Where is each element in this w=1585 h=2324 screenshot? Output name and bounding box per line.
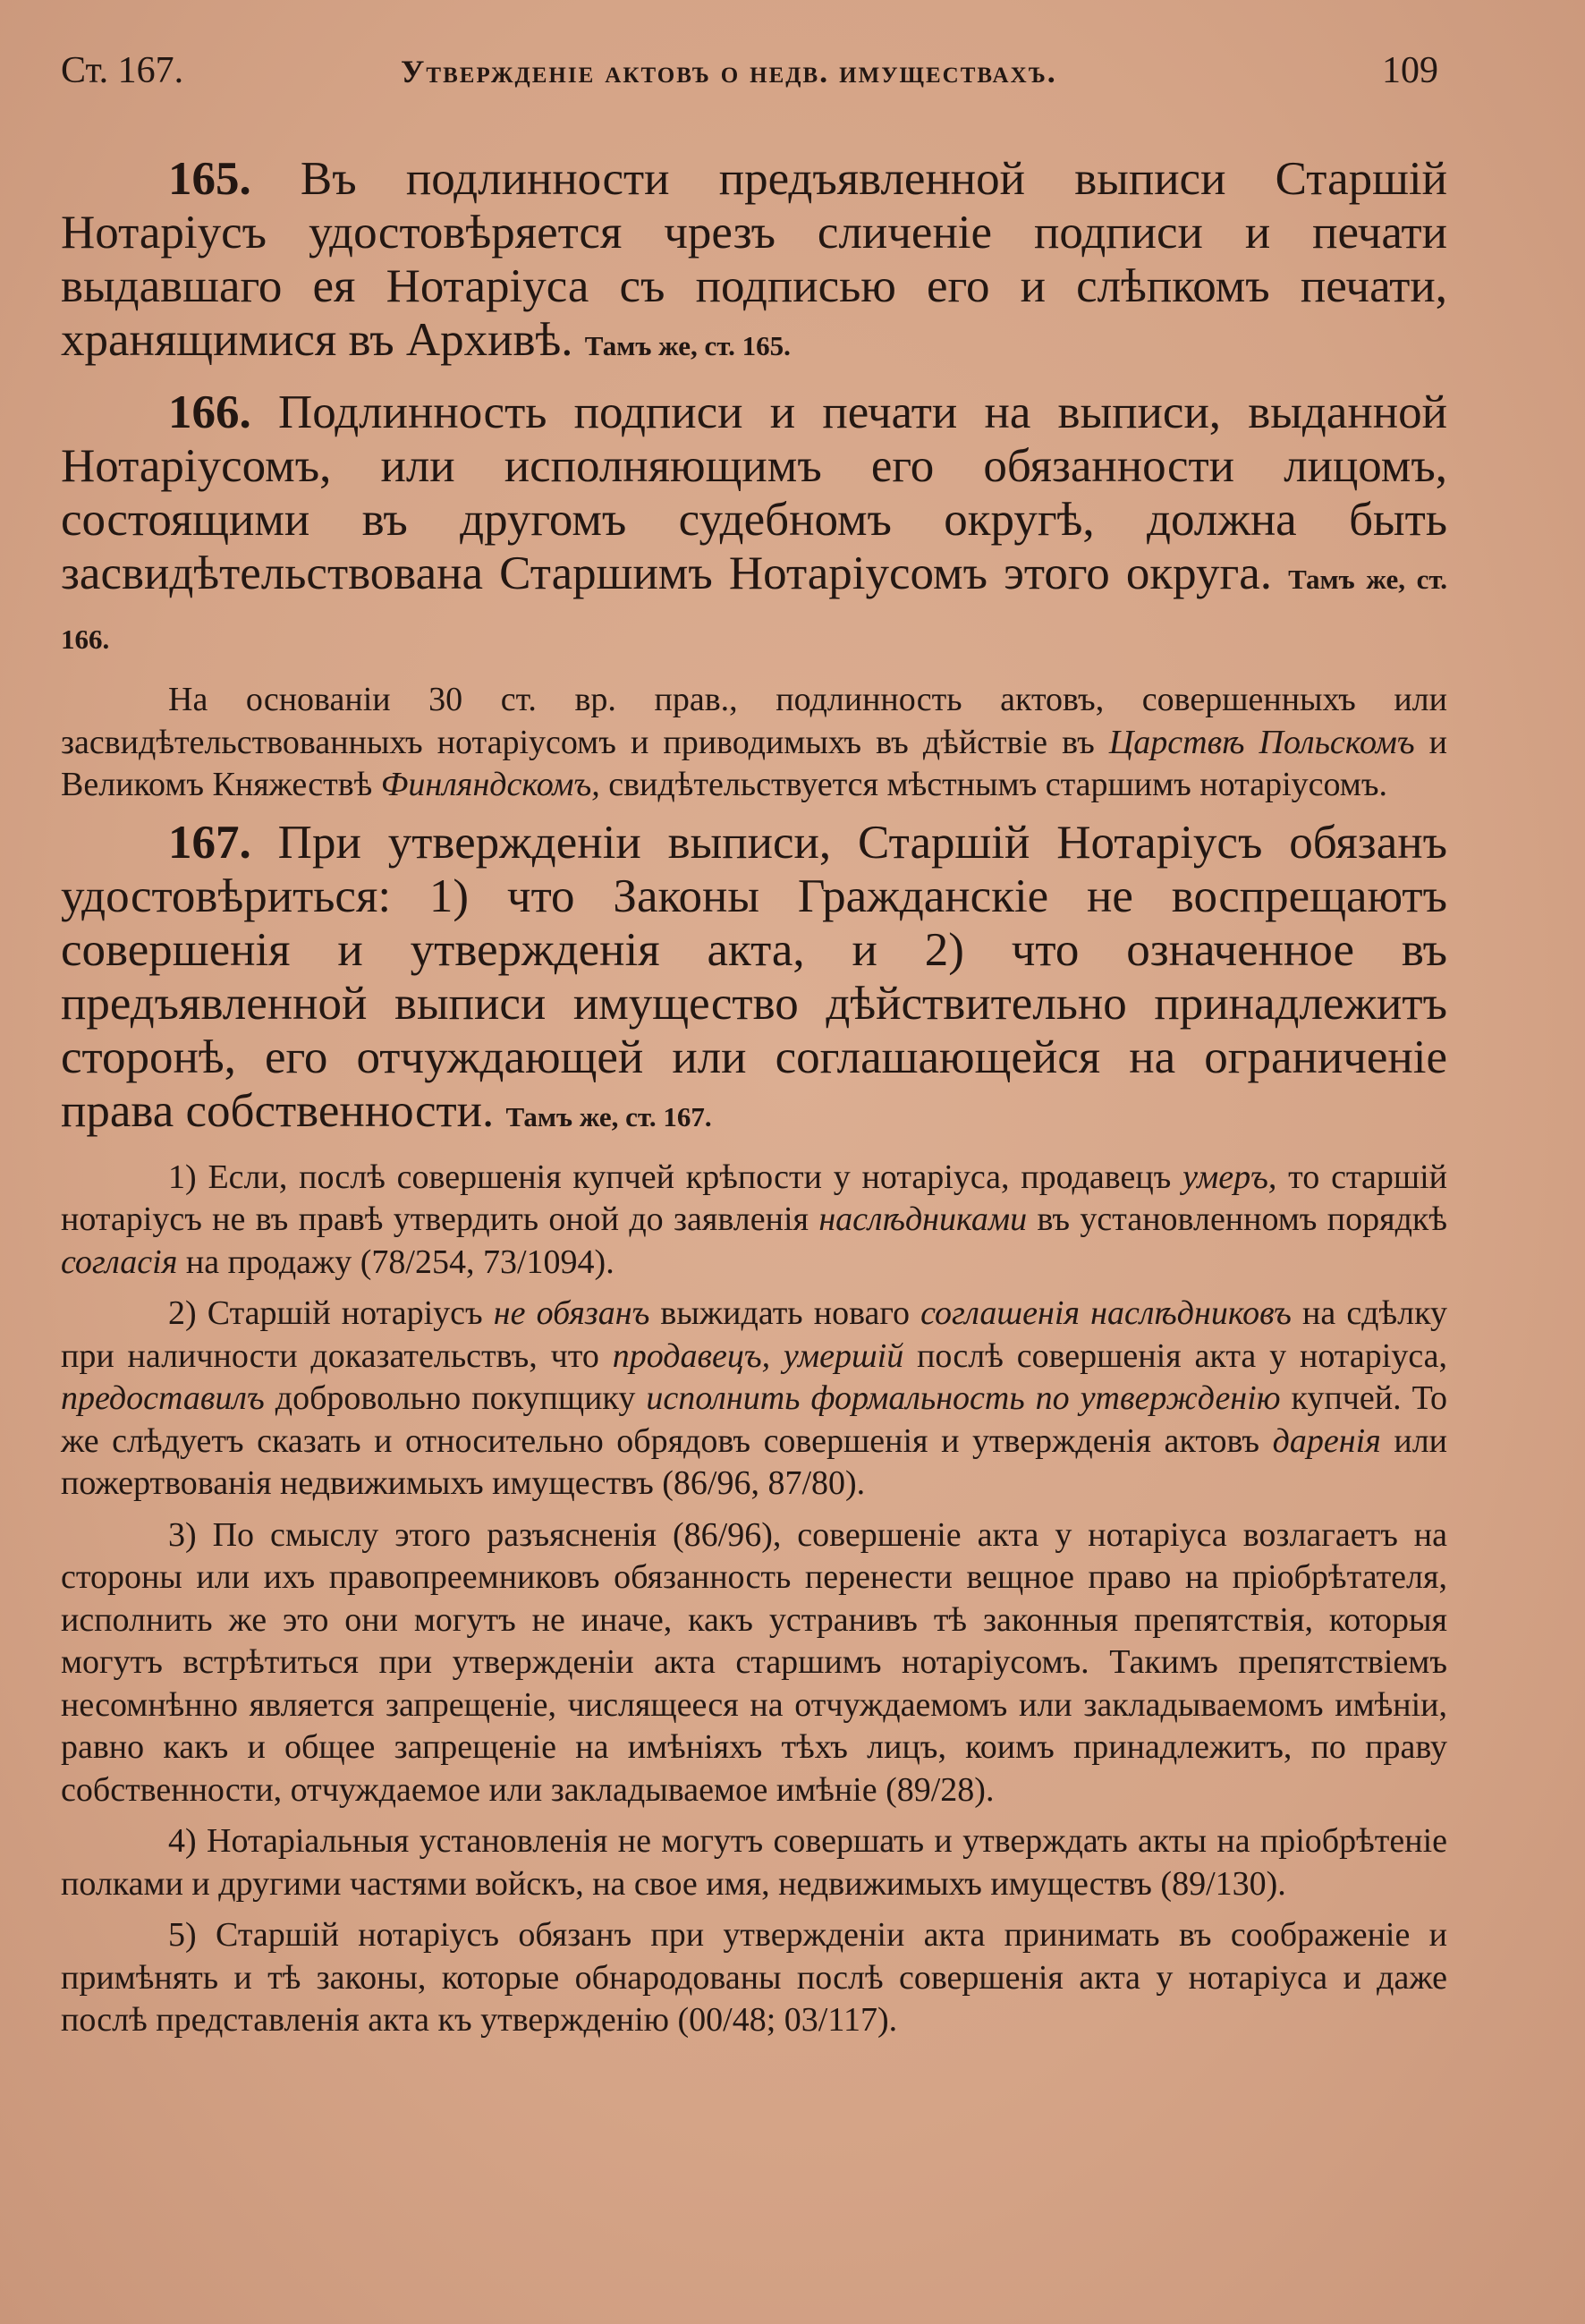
note-166	[61, 679, 1447, 807]
note-italic: предоставилъ	[61, 1379, 265, 1417]
note-italic: Финляндскомъ,	[380, 766, 600, 803]
note-italic: продавецъ, умершій	[612, 1336, 904, 1375]
note-italic: наслѣдниками	[818, 1200, 1028, 1238]
page-number: 109	[1382, 50, 1438, 91]
article-reference: Тамъ же, ст. 165.	[584, 330, 791, 361]
article-number: 166.	[168, 386, 251, 438]
article-reference: Тамъ же, ст. 167.	[505, 1100, 712, 1132]
note-2	[61, 1293, 1447, 1506]
article-167	[61, 816, 1447, 1144]
article-166	[61, 386, 1447, 666]
article-text: При утвержденіи выписи, Старшій Нотаріусъ обязанъ удостовѣриться: 1) что Законы Гражданскіе не воспрещаютъ совершенія и утвержденія акта, и 2) что означенное въ предъявленной выписи имущество дѣйствительно принадлежитъ сторонѣ, его отчуждающей или соглашающейся на ограниченіе права собственности.	[61, 816, 1448, 1137]
note-text: 1) Если, послѣ совершенія купчей крѣпости у нотаріуса, продавецъ	[168, 1158, 1172, 1196]
note-italic: не обязанъ	[493, 1294, 650, 1332]
article-number: 167.	[168, 816, 251, 869]
note-4: 4) Нотаріальныя установленія не могутъ совершать и утверждать акты на пріобрѣтеніе полками и другими частями войскъ, на свое имя, недвижимыхъ имуществъ (89/130).	[61, 1822, 1447, 1903]
note-text: и Великомъ Княжествѣ	[61, 723, 1447, 803]
note-text: или пожертвованія недвижимыхъ имуществъ (86/96, 87/80).	[61, 1421, 1447, 1502]
note-text: въ установленномъ порядкѣ	[1037, 1200, 1448, 1238]
note-text: на сдѣлку при наличности доказательствъ, что	[61, 1294, 1448, 1375]
note-italic: соглашенія наслѣдниковъ	[920, 1294, 1292, 1332]
note-italic: умеръ,	[1182, 1158, 1277, 1196]
body-text	[61, 152, 1447, 2051]
note-italic: исполнить формальность по утвержденію	[646, 1379, 1281, 1417]
note-text: добровольно покупщику	[275, 1379, 636, 1417]
note-text: послѣ совершенія акта у нотаріуса,	[917, 1336, 1448, 1375]
article-165	[61, 152, 1447, 373]
note-text: купчей. То же слѣдуетъ сказать и относительно обрядовъ совершенія и утвержденія актовъ	[61, 1379, 1447, 1460]
running-title: Утвержденіе актовъ о недв. имуществахъ.	[401, 54, 1057, 89]
note-text: то старшій нотаріусъ не въ правѣ утвердить оной до заявленія	[61, 1158, 1448, 1238]
running-head	[61, 49, 1438, 103]
note-text: на продажу (78/254, 73/1094).	[185, 1243, 615, 1281]
article-number: 165.	[168, 153, 251, 205]
note-text: 2) Старшій нотаріусъ	[168, 1294, 483, 1332]
note-text: выжидать новаго	[660, 1294, 911, 1332]
note-1	[61, 1157, 1447, 1285]
note-italic: Царствѣ Польскомъ	[1108, 723, 1415, 761]
note-italic: согласія	[61, 1243, 178, 1281]
note-text: свидѣтельствуется мѣстнымъ старшимъ нотаріусомъ.	[608, 766, 1388, 803]
article-text: Въ подлинности предъявленной выписи Старшій Нотаріусъ удостовѣряется чрезъ сличеніе подписи и печати выдавшаго ея Нотаріуса съ подписью его и слѣпкомъ печати, хранящимися въ Архивѣ.	[61, 153, 1447, 366]
note-5: 5) Старшій нотаріусъ обязанъ при утвержденіи акта принимать въ соображеніе и примѣнять и тѣ законы, которые обнародованы послѣ совершенія акта у нотаріуса и даже послѣ представленія акта къ утвержденію (00/48; 03/117).	[61, 1916, 1447, 2039]
article-text: Подлинность подписи и печати на выписи, выданной Нотаріусомъ, или исполняющимъ его обязанности лицомъ, состоящими въ другомъ судебномъ округѣ, должна быть засвидѣтельствована Старшимъ Нотаріусомъ этого округа.	[61, 386, 1447, 599]
note-italic: даренія	[1272, 1421, 1381, 1460]
article-range: Ст. 167.	[61, 50, 184, 91]
note-text: На основаніи 30 ст. вр. прав., подлинность актовъ, совершенныхъ или засвидѣтельствованныхъ нотаріусомъ и приводимыхъ въ дѣйствіе въ	[61, 681, 1447, 761]
note-3: 3) По смыслу этого разъясненія (86/96), совершеніе акта у нотаріуса возлагаетъ на стороны или ихъ правопреемниковъ обязанность перенести вещное право на пріобрѣтателя, исполнить же это они могутъ не иначе, какъ устранивъ тѣ законныя препятствія, которыя могутъ встрѣтиться при утвержденіи акта старшимъ нотаріусомъ. Такимъ препятствіемъ несомнѣнно является запрещеніе, числящееся на отчуждаемомъ или закладываемомъ имѣніи, равно какъ и общее запрещеніе на имѣніяхъ тѣхъ лицъ, коимъ принадлежитъ, по праву собственности, отчуждаемое или закладываемое имѣніе (89/28).	[61, 1515, 1447, 1809]
article-reference: Тамъ же, ст. 166.	[61, 564, 1448, 655]
